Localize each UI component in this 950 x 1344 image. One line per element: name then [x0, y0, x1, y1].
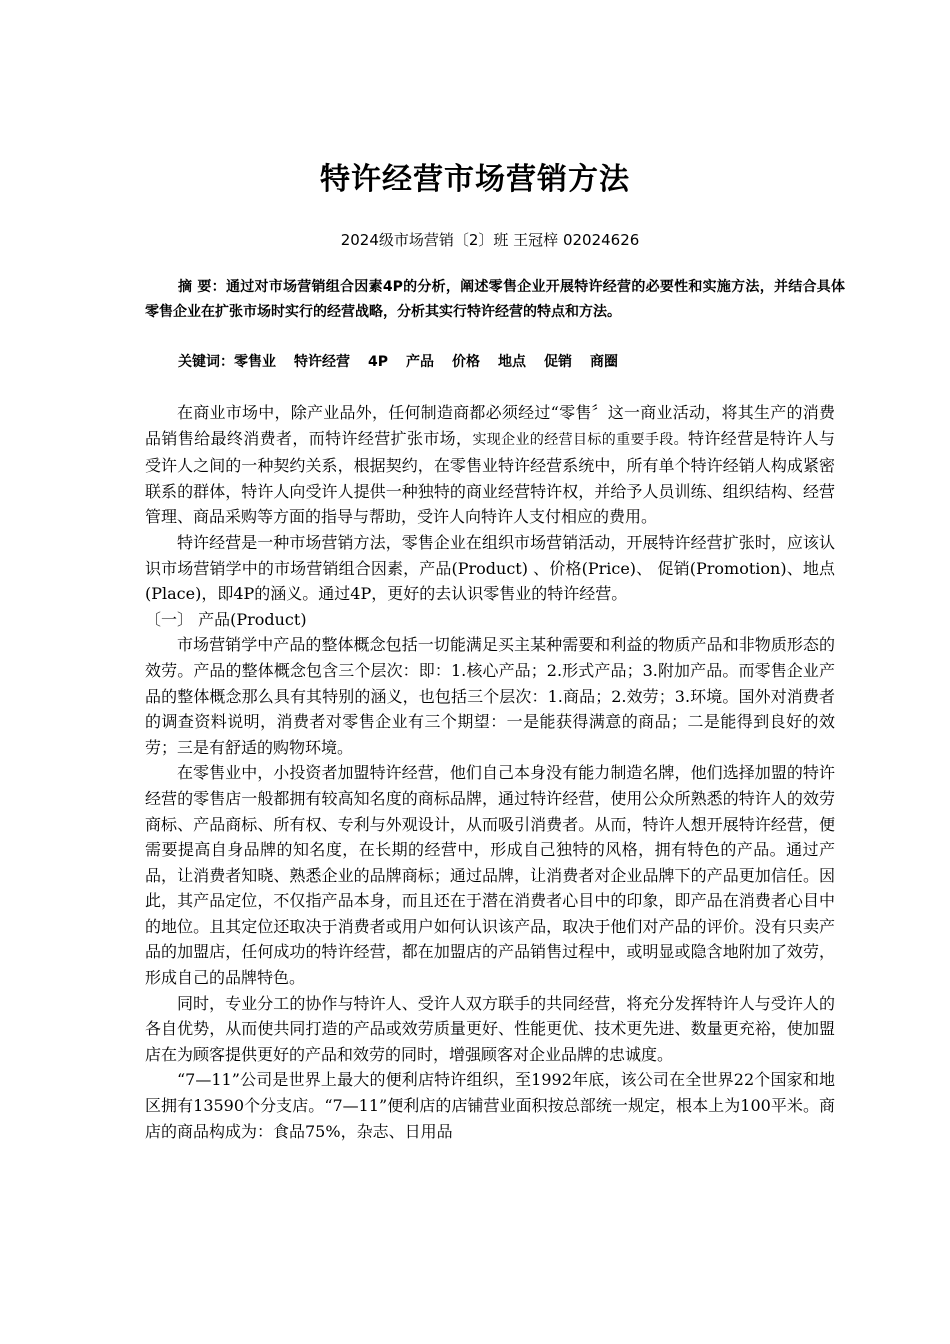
- keyword-item: 4P: [368, 354, 389, 370]
- author-line: 2024级市场营销〔2〕班 王冠梓 02024626: [340, 231, 640, 249]
- keyword-item: 零售业: [234, 354, 276, 370]
- keyword-item: 特许经营: [294, 354, 350, 370]
- body-paragraph: 同时，专业分工的协作与特许人、受许人双方联手的共同经营，将充分发挥特许人与受许人的各自优势，从而使共同打造的产品或效劳质量更好、性能更优、技术更先进、数量更充裕，使加盟店在为顾客提供更好的产品和效劳的同时，增强顾客对企业品牌的忠诚度。: [145, 993, 835, 1064]
- keywords-label: 关键词：: [178, 354, 234, 370]
- abstract: [145, 275, 845, 325]
- paragraph-text: 在商业市场中，除产业品外，任何制造商都必须经过“零售〞这一商业活动，将其生产的消费品销售给最终消费者，而特许经营扩张市场，: [145, 403, 835, 448]
- paragraph-text: 特许经营是特许人与受许人之间的一种契约关系，根据契约，在零售业特许经营系统中，所有单个特许经销人构成紧密联系的群体，特许人向受许人提供一种独特的商业经营特许权，并给予人员训练、组织结构、经营管理、商品采购等方面的指导与帮助，受许人向特许人支付相应的费用。: [145, 428, 835, 527]
- body-paragraph: 市场营销学中产品的整体概念包括一切能满足买主某种需要和利益的物质产品和非物质形态的效劳。产品的整体概念包含三个层次：即：1.核心产品；2.形式产品；3.附加产品。而零售企业产品的整体概念那么具有其特别的涵义，也包括三个层次：1.商品；2.效劳；3.环境。国外对消费者的调查资料说明，消费者对零售企业有三个期望：一是能获得满意的商品；二是能得到良好的效劳；三是有舒适的购物环境。: [145, 635, 835, 757]
- paragraph-text-small: 实现企业的经营目标的重要手段。: [472, 431, 689, 448]
- body-paragraph: 特许经营是一种市场营销方法，零售企业在组织市场营销活动，开展特许经营扩张时，应该认识市场营销学中的市场营销组合因素，产品(Product) 、价格(Price)、 促销(Promotion)、地点(Place)，即4P的涵义。通过4P，更好的去认识零售业的特许经营。: [145, 532, 835, 604]
- abstract-text: 通过对市场营销组合因素4P的分析，阐述零售企业开展特许经营的必要性和实施方法，并结合具体零售企业在扩张市场时实行的经营战略，分析其实行特许经营的特点和方法。: [145, 279, 846, 320]
- body-paragraph: [145, 400, 835, 530]
- body-text: [145, 400, 835, 1144]
- keyword-item: 地点: [498, 354, 527, 370]
- body-paragraph: 在零售业中，小投资者加盟特许经营，他们自己本身没有能力制造名牌，他们选择加盟的特许经营的零售店一般都拥有较高知名度的商标品牌，通过特许经营，使用公众所熟悉的特许人的效劳商标、产品商标、所有权、专利与外观设计，从而吸引消费者。从而，特许人想开展特许经营，便需要提高自身品牌的知名度，在长期的经营中，形成自己独特的风格，拥有特色的产品。通过产品，让消费者知晓、熟悉企业的品牌商标；通过品牌，让消费者对企业品牌下的产品更加信任。因此，其产品定位，不仅指产品本身，而且还在于潜在消费者心目中的印象，即产品在消费者心目中的地位。且其定位还取决于消费者或用户如何认识该产品，取决于他们对产品的评价。没有只卖产品的加盟店，任何成功的特许经营，都在加盟店的产品销售过程中，或明显或隐含地附加了效劳，形成自己的品牌特色。: [145, 763, 835, 988]
- keyword-item: 商圈: [590, 354, 619, 370]
- section-heading: 〔一〕 产品(Product): [145, 609, 307, 629]
- document-title: 特许经营市场营销方法: [320, 162, 630, 197]
- keyword-item: 促销: [544, 354, 573, 370]
- keyword-item: 价格: [452, 354, 481, 370]
- body-paragraph: “7—11”公司是世界上最大的便利店特许组织，至1992年底，该公司在全世界22个国家和地区拥有13590个分支店。“7—11”便利店的店铺营业面积按总部统一规定，根本上为100平米。商店的商品构成为：食品75%，杂志、日用品: [145, 1070, 835, 1141]
- abstract-label: 摘 要：: [178, 279, 226, 295]
- keywords: [178, 350, 636, 375]
- keyword-item: 产品: [406, 354, 435, 370]
